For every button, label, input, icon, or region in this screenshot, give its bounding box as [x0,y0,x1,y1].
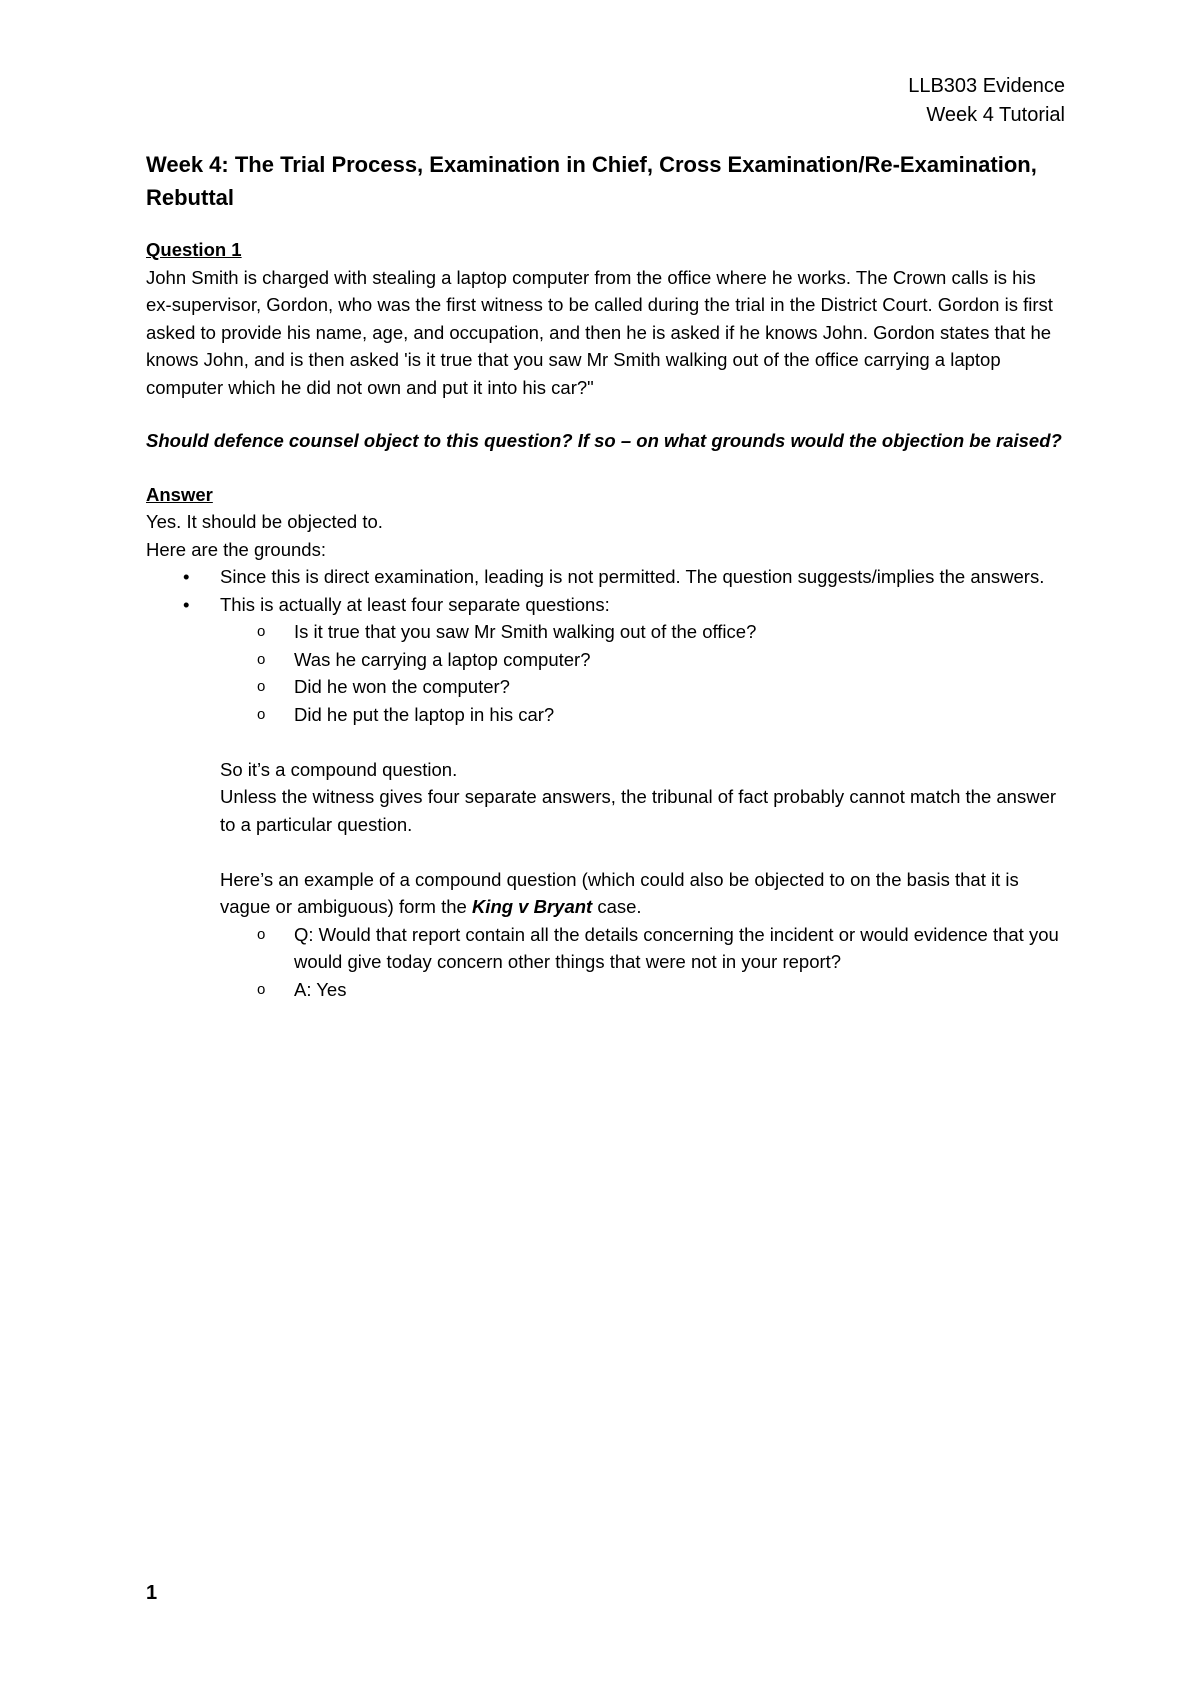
answer-line: Yes. It should be objected to. [146,511,383,532]
question-body: John Smith is charged with stealing a laptop computer from the office where he works. The Crown calls is his ex-supervisor, Gordon, who was the first witness to be called during the trial in the District Court. Gordon is first asked to provide his name, age, and occupation, and then he is asked if he knows John. Gordon states that he knows John, and is then asked 'is it true that you saw Mr Smith walking out of the office carrying a laptop computer which he did not own and put it into his car?" [146,266,1053,398]
list-item-text: This is actually at least four separate questions: [220,593,610,615]
question-prompt: Should defence counsel object to this question? If so – on what grounds would the objection be raised? [146,430,1062,451]
sub-questions-list [146,618,1066,728]
spacer [146,728,1066,756]
sub-bullet-marker: o [257,705,266,723]
list-item [146,673,1066,701]
tutorial-label: Week 4 Tutorial [926,104,1065,126]
list-item [146,563,1066,591]
document-title: Week 4: The Trial Process, Examination in Chief, Cross Examination/Re-Examination, Rebuttal [146,152,1037,210]
list-item [146,646,1066,674]
list-item-text: Since this is direct examination, leading is not permitted. The question suggests/implies the answers. [220,566,1045,587]
document-body [146,148,1066,1003]
page-number: 1 [146,1582,158,1604]
page-header [908,72,1065,130]
example-text: case. [592,896,642,917]
sub-bullet-marker: o [257,623,266,640]
list-item [146,976,1066,1004]
example-text: Here’s an example of a compound question (which could also be objected to on the basis that it is vague or ambiguous) form the [220,868,1019,917]
list-item-text: Is it true that you saw Mr Smith walking out of the office? [294,621,757,642]
list-item-text: Was he carrying a laptop computer? [294,648,591,670]
course-code: LLB303 Evidence [908,75,1065,97]
example-list [146,921,1066,1004]
answer-heading: Answer [146,483,213,505]
list-item [146,591,1066,619]
list-item [146,618,1066,646]
sub-bullet-marker: o [257,980,266,998]
list-item-text: Did he won the computer? [294,676,510,697]
list-item-text: Did he put the laptop in his car? [294,703,555,725]
example-intro [220,866,1066,921]
spacer [220,838,1066,866]
question-heading: Question 1 [146,239,242,260]
sub-bullet-marker: o [257,650,266,668]
list-item-text: A: Yes [294,978,347,1000]
compound-explanation [146,756,1066,921]
sub-bullet-marker: o [257,678,266,695]
answer-line: Here are the grounds: [146,538,326,560]
grounds-list [146,563,1066,618]
case-name: King v Bryant [471,896,593,917]
bullet-marker: • [183,566,190,587]
compound-line: So it’s a compound question. [220,758,458,780]
sub-bullet-marker: o [257,925,266,943]
list-item-text: Q: Would that report contain all the details concerning the incident or would evidence that you would give today concern other things that were not in your report? [294,923,1059,972]
bullet-marker: • [183,593,190,615]
list-item [146,921,1066,976]
unless-line: Unless the witness gives four separate answers, the tribunal of fact probably cannot match the answer to a particular question. [220,786,1057,835]
list-item [146,701,1066,729]
